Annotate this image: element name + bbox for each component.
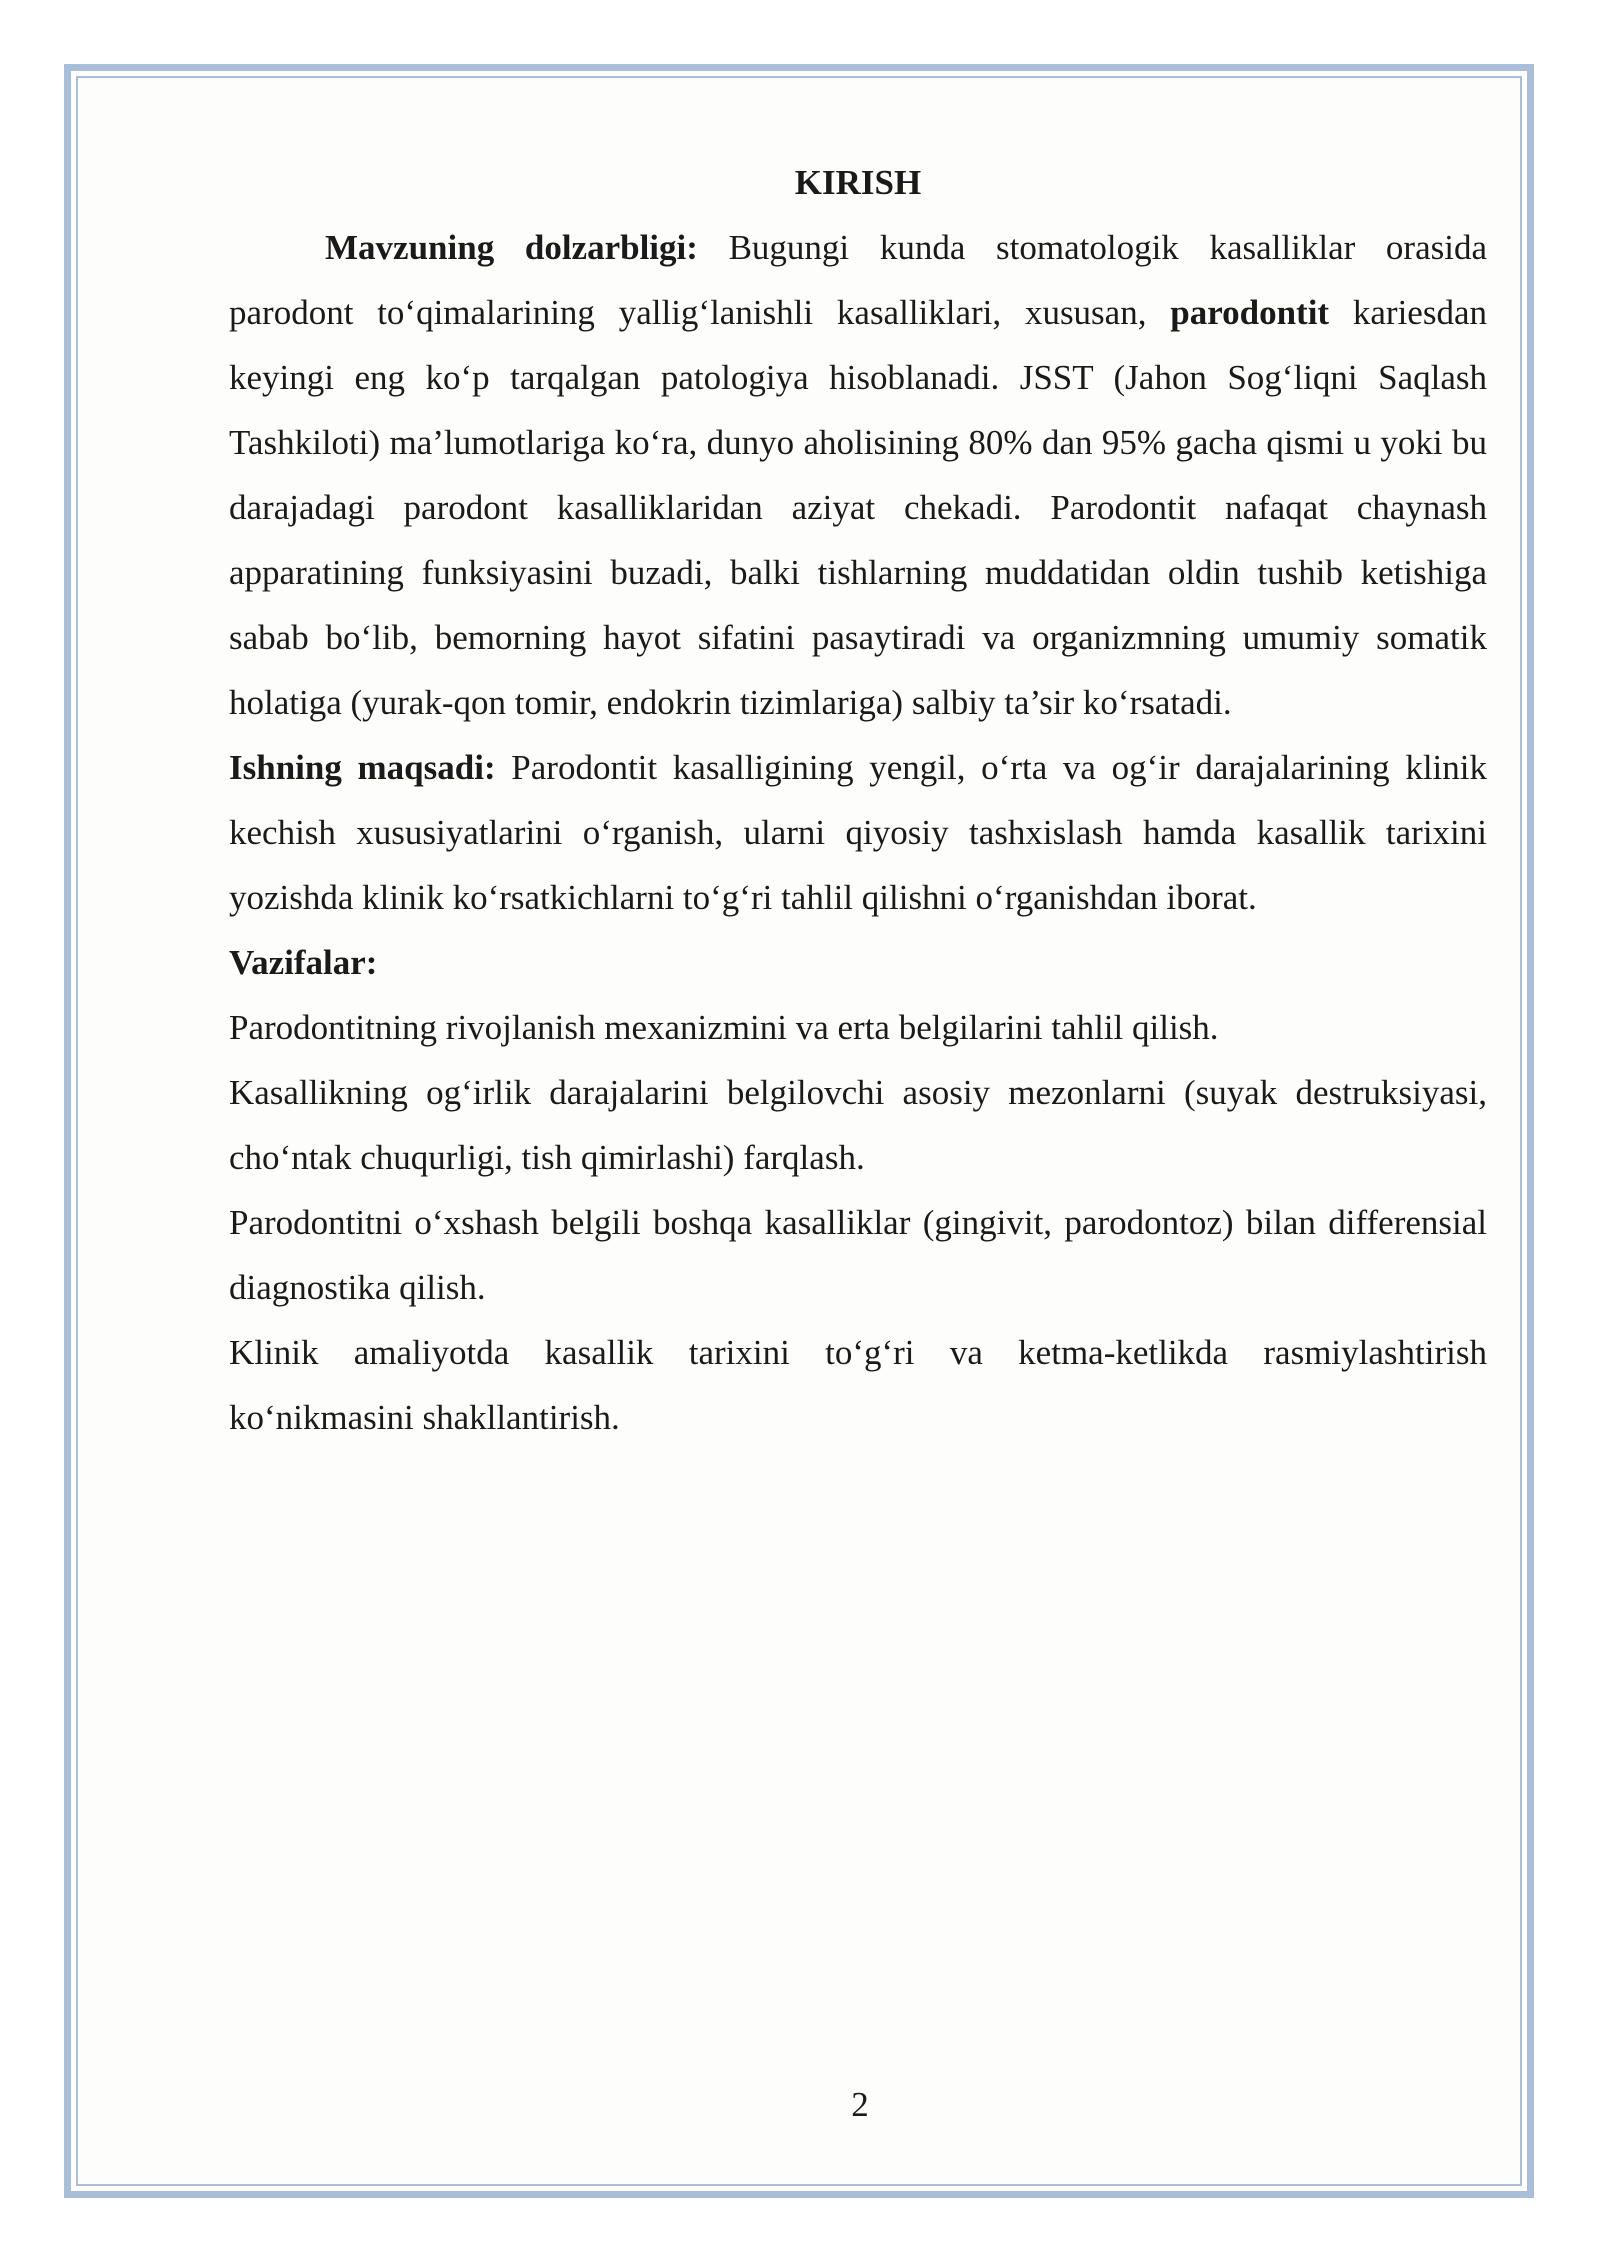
goal-paragraph xyxy=(229,735,1487,930)
relevance-bold-term: parodontit xyxy=(1170,293,1330,332)
section-heading: KIRISH xyxy=(794,163,922,202)
relevance-text-2: kariesdan keyingi eng ko‘p tarqalgan patologiya hisoblanadi. JSST (Jahon Sog‘liqni Saqlash Tashkiloti) ma’lumotlariga ko‘ra, dunyo aholisining 80% dan 95% gacha qismi u yoki bu darajadagi parodont kasalliklaridan aziyat chekadi. Parodontit nafaqat chaynash apparatining funksiyasini buzadi, balki tishlarning muddatidan oldin tushib ketishiga sabab bo‘lib, bemorning hayot sifatini pasaytiradi va organizmning umumiy somatik holatiga (yurak-qon tomir, endokrin tizimlariga) salbiy ta’sir ko‘rsatadi. xyxy=(229,293,1487,722)
task-item-2: Kasallikning og‘irlik darajalarini belgilovchi asosiy mezonlarni (suyak destruksiyasi, cho‘ntak chuqurligi, tish qimirlashi) farqlash. xyxy=(229,1073,1487,1177)
tasks-label: Vazifalar: xyxy=(229,943,378,982)
page-number: 2 xyxy=(851,2085,869,2124)
document-body xyxy=(229,150,1487,1450)
relevance-paragraph xyxy=(229,215,1487,735)
task-item-1: Parodontitning rivojlanish mexanizmini va erta belgilarini tahlil qilish. xyxy=(229,1008,1219,1047)
task-item-3: Parodontitni o‘xshash belgili boshqa kasalliklar (gingivit, parodontoz) bilan differensial diagnostika qilish. xyxy=(229,1203,1487,1307)
goal-label: Ishning maqsadi: xyxy=(229,748,496,787)
task-item-4: Klinik amaliyotda kasallik tarixini to‘g‘ri va ketma-ketlikda rasmiylashtirish ko‘nikmasini shakllantirish. xyxy=(229,1333,1487,1437)
relevance-text-1: Bugungi kunda stomatologik kasalliklar orasida parodont to‘qimalarining yallig‘lanishli kasalliklari, xususan, xyxy=(229,228,1487,332)
goal-text: Parodontit kasalligining yengil, o‘rta va og‘ir darajalarining klinik kechish xususiyatlarini o‘rganish, ularni qiyosiy tashxislash hamda kasallik tarixini yozishda klinik ko‘rsatkichlarni to‘g‘ri tahlil qilishni o‘rganishdan iborat. xyxy=(229,748,1488,917)
relevance-label: Mavzuning dolzarbligi: xyxy=(325,228,698,267)
